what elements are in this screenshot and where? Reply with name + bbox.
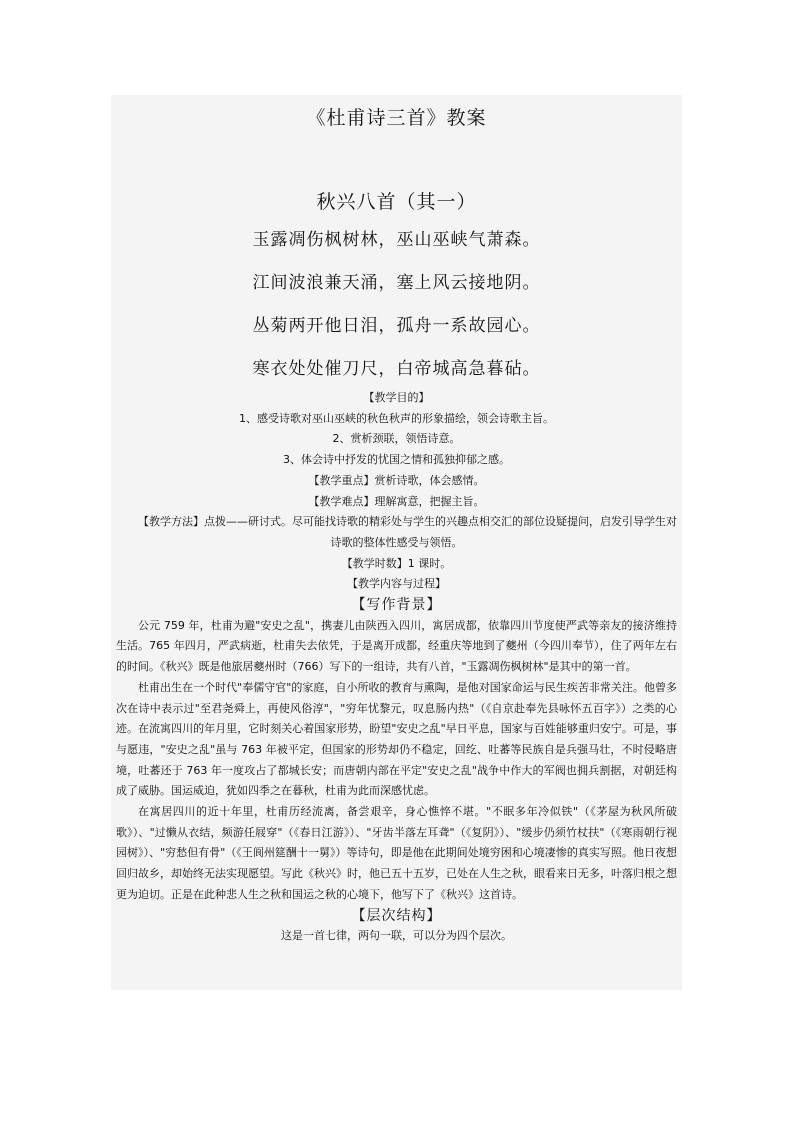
- goal-item: 2、赏析颈联，领悟诗意。: [332, 432, 461, 446]
- document-title: 《杜甫诗三首》教案: [306, 107, 487, 129]
- poem-line: 江间波浪兼天涌，塞上风云接地阴。: [252, 273, 541, 293]
- goals-heading: 【教学目的】: [363, 391, 430, 404]
- teaching-method: 【教学方法】点拨——研讨式。尽可能找诗歌的精彩处与学生的兴趣点相交汇的部位设疑提问，启发引导学生对诗歌的整体性感受与领悟。: [138, 515, 677, 549]
- background-paragraph: 在寓居四川的近十年里，杜甫历经流离，备尝艰辛，身心憔悴不堪。"不眠多年冷似铁"（《茅屋为秋风所破歌》）、"过懒从衣结，频游任屐穿"（《春日江游》）、"牙齿半落左耳聋"（《复阴》）、"缓步仍须竹杖扶"（《寒雨朝行视园树》）、"穷愁但有骨"（《王阆州筵酬十一舅》）等诗句，即是他在此期间处境穷困和心境凄惨的真实写照。他日夜想回归故乡，却始终无法实现愿望。写此《秋兴》时，他已五十五岁，已处在人生之秋，眼看来日无多，叶落归根之想更为迫切。正是在此种悲人生之秋和国运之秋的心境下，他写下了《秋兴》这首诗。: [116, 805, 677, 901]
- poem-line: 玉露凋伤枫树林，巫山巫峡气萧森。: [252, 230, 541, 250]
- background-paragraph: 杜甫出生在一个时代"奉儒守官"的家庭，自小所收的教育与熏陶，是他对国家命运与民生疾苦非常关注。他曾多次在诗中表示过"至君尧舜上，再使风俗淳"，"穷年忧黎元，叹息肠内热"（《自京赴奉先县咏怀五百字》）之类的心迹。在流寓四川的年月里，它时刻关心着国家形势，盼望"安史之乱"早日平息，国家与百姓能够重归安宁。可是，事与愿违，"安史之乱"虽与 763 年被平定，但国家的形势却仍不稳定，回纥、吐蕃等民族自是兵强马壮，不时侵略唐境，吐蕃还于 763 年一度攻占了都城长安；而唐朝内部在平定"安史之乱"战争中作大的军阀也拥兵割据，对朝廷构成了威胁。国运威迫，犹如四季之在暮秋，杜甫为此而深感忧虑。: [116, 680, 677, 798]
- goal-item: 1、感受诗歌对巫山巫峡的秋色秋声的形象描绘，领会诗歌主旨。: [239, 411, 554, 425]
- background-heading: 【写作背景】: [351, 597, 442, 614]
- teaching-hours: 【教学时数】1 课时。: [341, 556, 452, 570]
- background-paragraph: 公元 759 年，杜甫为避"安史之乱"，携妻儿由陕西入四川，寓居成都，依靠四川节度使严武等亲友的接济维持生活。765 年四月，严武病逝，杜甫失去依凭，于是离开成都，经重庆等地到了夔州（今四川奉节），住了两年左右的时间。《秋兴》既是他旅居夔州时（766）写下的一组诗，共有八首，"玉露凋伤枫树林"是其中的第一首。: [116, 618, 677, 674]
- lesson-plan: [111, 388, 682, 947]
- document-page: [111, 95, 682, 990]
- teaching-difficulty: 【教学难点】理解寓意，把握主旨。: [308, 494, 485, 508]
- teaching-process: 【教学内容与过程】: [347, 577, 446, 591]
- poem-title: 秋兴八首（其一）: [316, 191, 477, 213]
- structure-intro: 这是一首七律，两句一联，可以分为四个层次。: [281, 929, 512, 943]
- structure-heading: 【层次结构】: [351, 907, 442, 924]
- teaching-focus: 【教学重点】赏析诗歌，体会感情。: [308, 473, 485, 487]
- goal-item: 3、体会诗中抒发的忧国之情和孤独抑郁之感。: [283, 453, 510, 467]
- poem-line: 丛菊两开他日泪，孤舟一系故园心。: [252, 316, 541, 336]
- poem-body: [111, 229, 682, 401]
- poem-line: 寒衣处处催刀尺，白帝城高急暮砧。: [252, 359, 541, 379]
